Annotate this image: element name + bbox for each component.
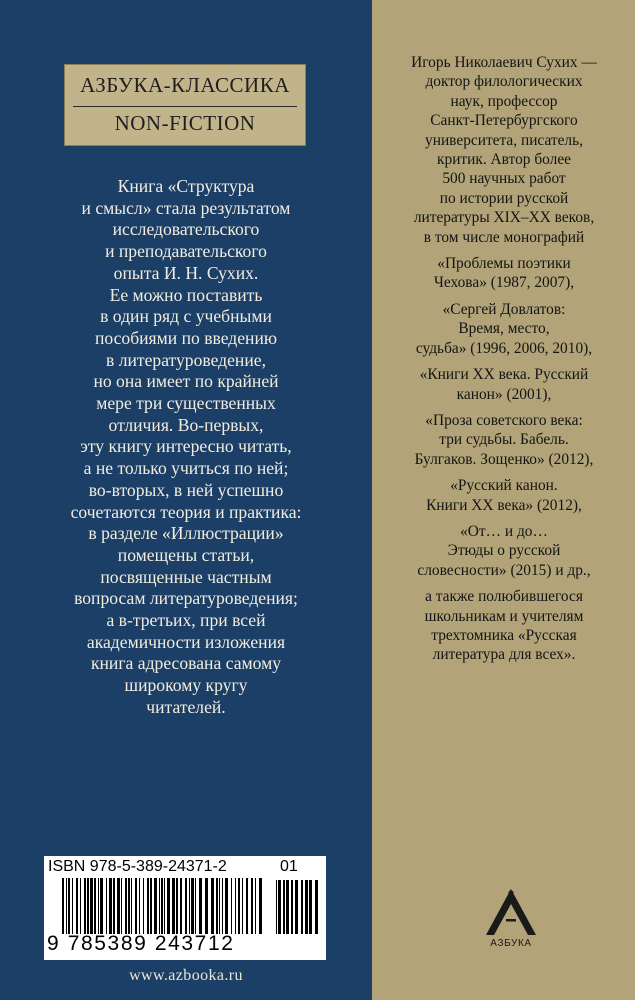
bio-line: судьба» (1996, 2006, 2010), [415, 339, 593, 357]
annotation-line: вопросам литературоведения; [74, 588, 298, 609]
author-bio [384, 53, 624, 665]
bio-line: критик. Автор более [437, 151, 571, 169]
annotation-line: отличия. Во-первых, [108, 414, 264, 435]
annotation-line: академичности изложения [86, 631, 286, 652]
annotation-text [20, 176, 352, 719]
bio-line: по истории русской [439, 189, 569, 207]
bio-line: «Сергей Довлатов: [442, 300, 566, 318]
bio-line: «Проза советского века: [425, 411, 583, 429]
bio-line: литература для всех». [432, 646, 576, 664]
series-title: АЗБУКА-КЛАССИКА [80, 73, 290, 97]
bio-line: канон» (2001), [456, 385, 552, 403]
bio-line: словесности» (2015) и др., [417, 561, 591, 579]
bio-line: трехтомника «Русская [431, 626, 577, 644]
annotation-line: посвященные частным [100, 566, 272, 587]
annotation-line: исследовательского [112, 219, 260, 240]
bio-line: Булгаков. Зощенко» (2012), [414, 450, 594, 468]
bio-line: а также полюбившегося [425, 588, 583, 606]
paragraph-gap [384, 247, 624, 254]
bio-line: Чехова» (1987, 2007), [433, 274, 575, 292]
annotation-line: во-вторых, в ней успешно [88, 479, 284, 500]
annotation-line: Книга «Структура [117, 176, 255, 196]
annotation-line: а в-третьих, при всей [106, 610, 266, 631]
annotation-line: и смысл» стала результатом [81, 197, 291, 218]
annotation-line: широкому кругу [124, 675, 248, 696]
bio-line: Этюды о русской [447, 542, 561, 560]
bio-line: в том числе монографий [423, 228, 585, 246]
series-plate [64, 64, 306, 146]
bio-line: Время, место, [458, 320, 550, 338]
addon-barcode-icon [276, 880, 320, 934]
bio-line: Игорь Николаевич Сухих — [411, 54, 597, 71]
publisher-logo-text: АЗБУКА [490, 938, 532, 949]
barcode-block [44, 856, 326, 960]
annotation-line: помещены статьи, [117, 544, 255, 565]
bio-line: «Проблемы поэтики [437, 255, 571, 273]
bio-line: университета, писатель, [425, 131, 583, 149]
paragraph-gap [384, 293, 624, 300]
paragraph-gap [384, 515, 624, 522]
annotation-line: в литературоведение, [106, 349, 266, 370]
paragraph-gap [384, 358, 624, 365]
annotation-line: читателей. [146, 696, 226, 717]
annotation-line: эту книгу интересно читать, [80, 436, 292, 457]
annotation-line: и преподавательского [105, 241, 267, 262]
bio-line: три судьбы. Бабель. [439, 431, 569, 449]
paragraph-gap [384, 469, 624, 476]
annotation-line: в разделе «Иллюстрации» [88, 523, 284, 544]
bio-line: 500 научных работ [442, 170, 566, 188]
isbn-addon: 01 [280, 858, 298, 875]
annotation-line: но она имеет по крайней [93, 371, 279, 392]
paragraph-gap [384, 404, 624, 411]
bio-line: наук, профессор [450, 92, 558, 110]
annotation-line: мере три существенных [96, 393, 276, 414]
bio-line: «Книги XX века. Русский [419, 366, 589, 384]
paragraph-gap [384, 580, 624, 587]
annotation-line: пособиями по введению [94, 327, 278, 348]
bio-line: «Русский канон. [450, 477, 558, 495]
annotation-line: книга адресована самому [90, 653, 282, 674]
annotation-line: в один ряд с учебными [100, 306, 272, 327]
ean-digits: 9 785389 243712 [47, 932, 235, 955]
barcode-icon [62, 878, 266, 934]
series-divider [73, 106, 297, 107]
series-subtitle: NON-FICTION [114, 111, 256, 135]
bio-line: доктор филологических [425, 73, 583, 91]
isbn-label: ISBN 978-5-389-24371-2 [48, 858, 227, 875]
bio-line: литературы XIX–XX веков, [413, 209, 595, 227]
bio-line: Санкт-Петербургского [430, 112, 578, 130]
bio-line: Книги XX века» (2012), [426, 496, 582, 514]
bio-line: школьникам и учителям [424, 607, 584, 625]
annotation-line: сочетаются теория и практика: [70, 501, 302, 522]
annotation-line: а не только учиться по ней; [83, 458, 289, 479]
bio-line: «От… и до… [460, 522, 548, 540]
website-url: www.azbooka.ru [129, 967, 243, 984]
annotation-line: опыта И. Н. Сухих. [113, 262, 259, 283]
annotation-line: Ее можно поставить [109, 284, 263, 305]
